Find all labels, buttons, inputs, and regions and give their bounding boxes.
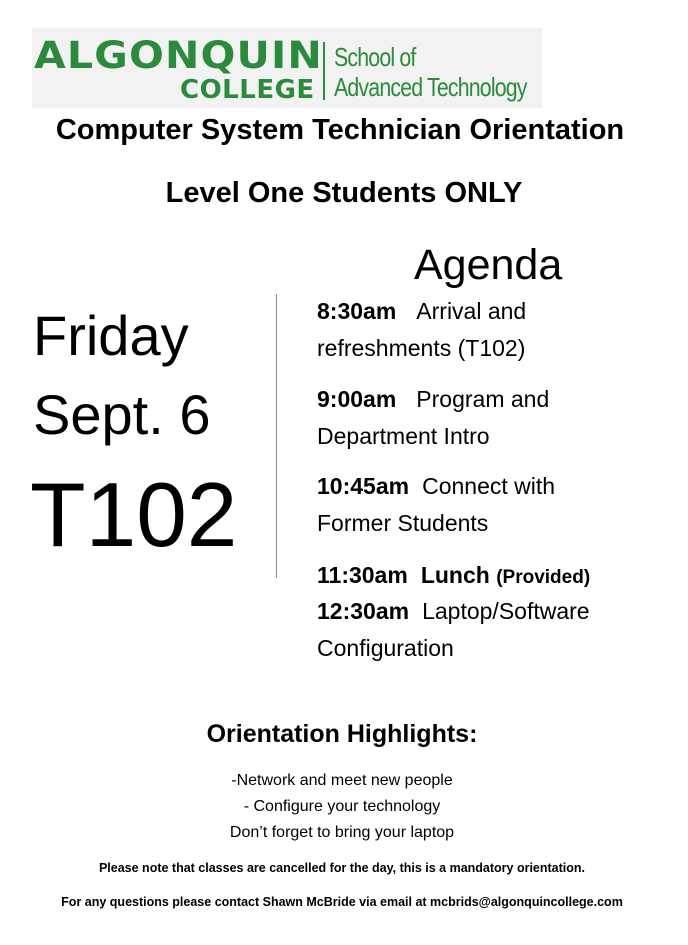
agenda-item: [317, 561, 590, 592]
highlight-item: Don’t forget to bring your laptop: [229, 824, 455, 841]
logo-college-text: COLLEGE: [180, 75, 315, 105]
agenda-description: Program and: [416, 386, 550, 412]
agenda-time: 8:30am: [317, 298, 397, 324]
agenda-item: [317, 385, 549, 413]
event-day: Friday: [33, 304, 189, 367]
highlight-item: -Network and meet new people: [231, 772, 453, 789]
logo-school-line-1: School of: [334, 42, 416, 72]
agenda-time: 10:45am: [317, 473, 410, 499]
logo-school-text: [334, 42, 527, 102]
agenda-time: 9:00am: [317, 386, 397, 412]
agenda-item-continued: Former Students: [317, 510, 489, 536]
agenda-description: Arrival and: [416, 298, 527, 324]
agenda-heading: Agenda: [414, 241, 563, 289]
agenda-time: 11:30am: [317, 562, 408, 588]
contact-note: For any questions please contact Shawn McBride via email at mcbrids@algonquincollege.com: [61, 895, 623, 909]
page-title: Computer System Technician Orientation: [55, 114, 625, 146]
logo-school-line-2: Advanced Technology: [334, 72, 527, 102]
highlight-item: - Configure your technology: [243, 798, 441, 815]
column-divider: [276, 294, 277, 578]
page-subtitle: Level One Students ONLY: [165, 177, 523, 209]
event-date: Sept. 6: [33, 383, 211, 446]
event-room: T102: [30, 465, 238, 566]
college-logo: [32, 28, 542, 108]
agenda-item-continued: Department Intro: [317, 423, 490, 449]
cancellation-note: Please note that classes are cancelled for the day, this is a mandatory orientation.: [98, 861, 586, 875]
agenda-item-continued: refreshments (T102): [317, 335, 526, 361]
logo-wordmark: ALGONQUIN: [34, 34, 323, 77]
agenda-item: [317, 597, 590, 625]
agenda-description: Connect with: [422, 473, 556, 499]
logo-divider: [323, 42, 325, 100]
highlights-heading: Orientation Highlights:: [206, 720, 478, 748]
agenda-note: (Provided): [496, 567, 591, 588]
agenda-description: Laptop/Software: [422, 598, 590, 624]
agenda-item: [317, 472, 555, 500]
agenda-item: [317, 297, 526, 325]
agenda-item-continued: Configuration: [317, 635, 454, 661]
agenda-time: 12:30am: [317, 598, 410, 624]
agenda-description: Lunch: [420, 562, 490, 588]
